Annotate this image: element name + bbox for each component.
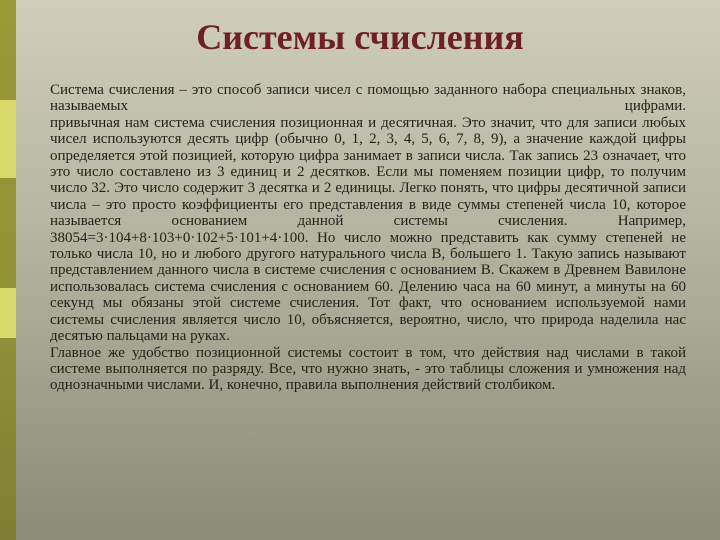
- sidebar-accent-block: [0, 288, 16, 338]
- decorative-sidebar: [0, 0, 16, 540]
- slide-body: [50, 82, 686, 394]
- slide-title: Системы счисления: [196, 17, 524, 57]
- positional-system-paragraph: привычная нам система счисления позиционная и десятичная. Это значит, что для записи любых чисел используются десять цифр (обычно 0, 1, 2, 3, 4, 5, 6, 7, 8, 9), а значение каждой цифры определяется этой позицией, которую цифра занимает в записи числа. Так запись 23 означает, что это число составлено из 3 единиц и 2 десятков. Если мы поменяем позиции цифр, то получим число 32. Это число содержит 3 десятка и 2 единицы. Легко понять, что цифры десятичной записи числа – это просто коэффициенты его представления в виде суммы степеней числа 10, которое называется основанием данной системы счисления. Например, 38054=3·104+8·103+0·102+5·101+4·100. Но число можно представить как сумму степеней не только числа 10, но и любого другого натурального числа B, большего 1. Такую запись называют представлением данного числа в системе счисления с основанием B. Скажем в Древнем Вавилоне использовалась система счисления с основанием 60. Делению часа на 60 минут, а минуты на 60 секунд мы обязаны этой системе счисления. Тот факт, что основанием используемой нами системы счисления является число 10, объясняется, вероятно, число, что природа наделила нас десятью пальцами на руках.: [50, 114, 686, 345]
- definition-paragraph: Система счисления – это способ записи чисел с помощью заданного набора специальных знаков, называемых цифрами.: [50, 82, 686, 115]
- advantage-paragraph: Главное же удобство позиционной системы состоит в том, что действия над числами в такой системе выполняется по разряду. Все, что нужно знать, - это таблицы сложения и умножения над однозначными числами. И, конечно, правила выполнения действий столбиком.: [50, 344, 686, 394]
- sidebar-accent-block: [0, 100, 16, 178]
